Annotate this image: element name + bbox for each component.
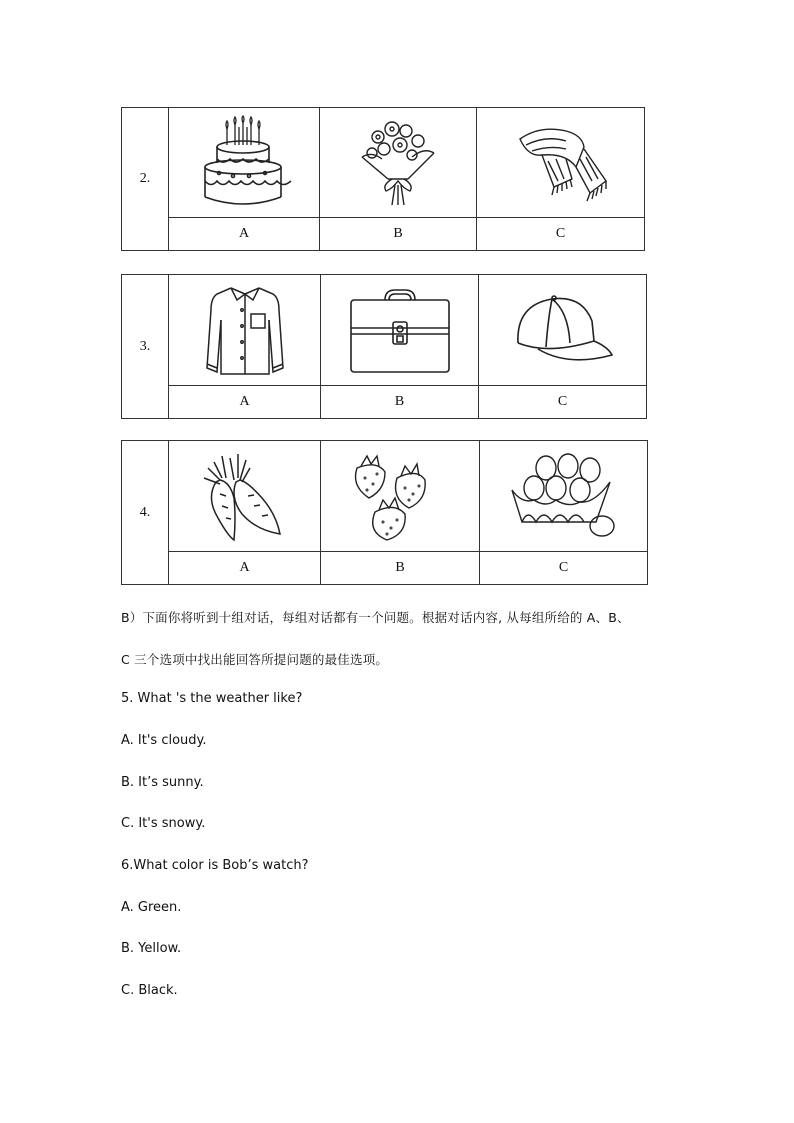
section-b-instruction-line-1: B）下面你将听到十组对话，每组对话都有一个问题。根据对话内容, 从每组所给的 A、B、 bbox=[121, 610, 630, 625]
strawberries-icon bbox=[347, 446, 453, 546]
option-b-picture[interactable] bbox=[321, 441, 480, 552]
option-a-label: A bbox=[169, 552, 321, 585]
option-c-picture[interactable] bbox=[480, 441, 648, 552]
option-c-label: C bbox=[480, 552, 648, 585]
question-5-option-b[interactable]: B. It’s sunny. bbox=[121, 775, 204, 790]
option-a-label: A bbox=[169, 218, 320, 251]
shirt-icon bbox=[197, 280, 293, 380]
option-a-picture[interactable] bbox=[169, 108, 320, 218]
option-c-label: C bbox=[477, 218, 645, 251]
cap-icon bbox=[508, 285, 618, 375]
question-number: 3. bbox=[122, 275, 169, 419]
question-6-option-a[interactable]: A. Green. bbox=[121, 900, 182, 915]
option-a-picture[interactable] bbox=[169, 441, 321, 552]
question-5-text: 5. What 's the weather like? bbox=[121, 691, 303, 706]
scarf-icon bbox=[506, 115, 616, 211]
question-6-text: 6.What color is Bob’s watch? bbox=[121, 858, 309, 873]
option-b-picture[interactable] bbox=[321, 275, 479, 386]
eggs-icon bbox=[506, 448, 622, 544]
option-b-label: B bbox=[321, 552, 480, 585]
question-5-option-a[interactable]: A. It's cloudy. bbox=[121, 733, 207, 748]
briefcase-icon bbox=[345, 284, 455, 376]
question-4-table bbox=[121, 440, 648, 585]
option-c-picture[interactable] bbox=[479, 275, 647, 386]
option-c-picture[interactable] bbox=[477, 108, 645, 218]
question-3-table bbox=[121, 274, 647, 419]
option-c-label: C bbox=[479, 386, 647, 419]
option-a-picture[interactable] bbox=[169, 275, 321, 386]
option-b-picture[interactable] bbox=[320, 108, 477, 218]
option-b-label: B bbox=[321, 386, 479, 419]
birthday-cake-icon bbox=[189, 115, 299, 211]
question-number: 4. bbox=[122, 441, 169, 585]
section-b-instruction-line-2: C 三个选项中找出能回答所提问题的最佳选项。 bbox=[121, 652, 389, 667]
question-6-option-b[interactable]: B. Yellow. bbox=[121, 941, 182, 956]
question-number: 2. bbox=[122, 108, 169, 251]
question-6-option-c[interactable]: C. Black. bbox=[121, 983, 178, 998]
option-a-label: A bbox=[169, 386, 321, 419]
question-2-table bbox=[121, 107, 645, 251]
carrots-icon bbox=[192, 448, 298, 544]
question-5-option-c[interactable]: C. It's snowy. bbox=[121, 816, 206, 831]
option-b-label: B bbox=[320, 218, 477, 251]
flower-bouquet-icon bbox=[348, 113, 448, 213]
